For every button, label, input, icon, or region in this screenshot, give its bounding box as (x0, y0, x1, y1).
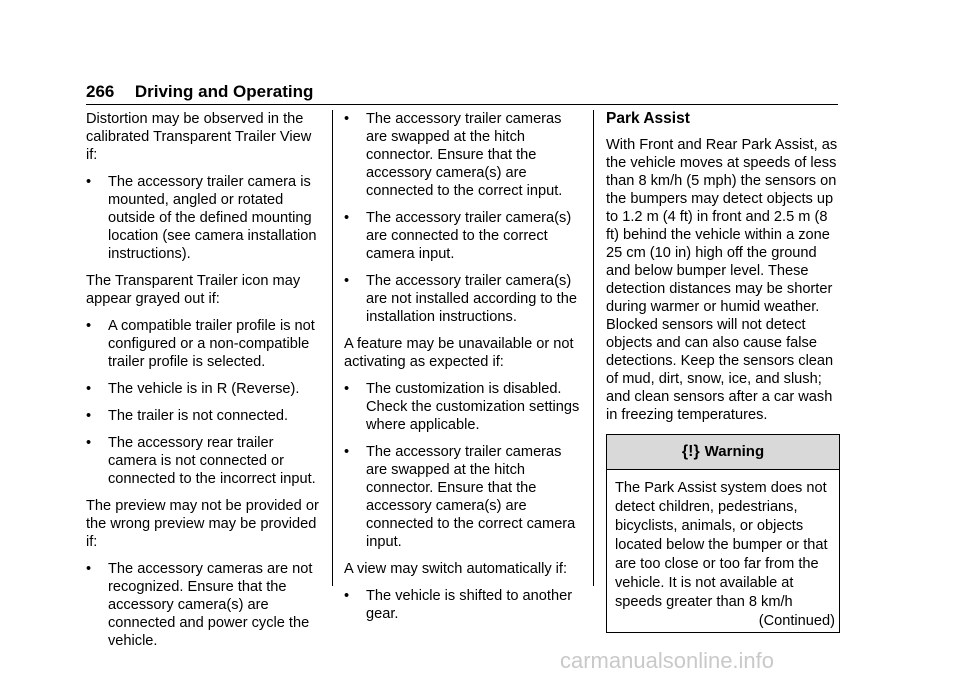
bullet-icon: • (344, 381, 350, 397)
paragraph: The preview may not be provided or the wrong preview may be provided if: (86, 498, 319, 550)
page-number: 266 (86, 82, 115, 101)
park-assist-heading: Park Assist (606, 110, 690, 127)
bullet-icon: • (86, 174, 92, 190)
bullet-icon: • (86, 435, 92, 451)
list-item: • The accessory trailer cameras are swapped at the hitch connector. Ensure that the accessory camera(s) are connected to the correct input. (344, 111, 563, 199)
paragraph: The Transparent Trailer icon may appear grayed out if: (86, 273, 301, 307)
bullet-icon: • (86, 408, 92, 424)
list-item: • The accessory cameras are not recognized. Ensure that the accessory camera(s) are connected and power cycle the vehicle. (86, 561, 313, 649)
list-item: • The customization is disabled. Check the customization settings where applicable. (344, 381, 580, 433)
bullet-icon: • (86, 318, 92, 334)
warning-icon: {!} (681, 443, 700, 460)
warning-body: The Park Assist system does not detect children, pedestrians, bicyclists, animals, or objects located below the bumper or that are too close or too far from the vehicle. It is not available at speeds greater than 8 km/h (615, 480, 828, 610)
list-item: • The trailer is not connected. (86, 408, 289, 424)
column-divider (593, 110, 594, 586)
warning-header (607, 435, 839, 470)
bullet-icon: • (344, 588, 350, 604)
column-divider (332, 110, 333, 586)
bullet-icon: • (344, 444, 350, 460)
warning-box (606, 434, 840, 633)
list-item: • The accessory trailer camera(s) are not installed according to the installation instructions. (344, 273, 577, 325)
page-header (86, 82, 838, 105)
continued-label: (Continued) (758, 613, 835, 629)
paragraph: With Front and Rear Park Assist, as the vehicle moves at speeds of less than 8 km/h (5 mph) the sensors on the bumpers may detect objects up to 1.2 m (4 ft) in front and 2.5 m (8 ft) behind the vehicle within a zone 25 cm (10 in) high off the ground and below bumper level. These detection distances may be shorter during warmer or humid weather. Blocked sensors will not detect objects and can also cause false detections. Keep the sensors clean of mud, dirt, snow, ice, and slush; and clean sensors after a car wash in freezing temperatures. (606, 137, 838, 423)
paragraph: Distortion may be observed in the calibrated Transparent Trailer View if: (86, 111, 312, 163)
watermark: carmanualsonline.info (560, 648, 775, 673)
column-1 (86, 110, 322, 659)
list-item: • The accessory trailer camera is mounted, angled or rotated outside of the defined mounting location (see camera installation instructions). (86, 174, 317, 262)
bullet-icon: • (344, 111, 350, 127)
list-item: • The accessory trailer cameras are swapped at the hitch connector. Ensure that the accessory camera(s) are connected to the correct camera input. (344, 444, 576, 550)
list-item: • The accessory trailer camera(s) are connected to the correct camera input. (344, 210, 572, 262)
bullet-icon: • (344, 273, 350, 289)
bullet-icon: • (86, 561, 92, 577)
bullet-icon: • (344, 210, 350, 226)
list-item: • A compatible trailer profile is not configured or a non-compatible trailer profile is selected. (86, 318, 315, 370)
column-2 (344, 110, 582, 632)
bullet-icon: • (86, 381, 92, 397)
list-item: • The vehicle is shifted to another gear. (344, 588, 573, 622)
paragraph: A view may switch automatically if: (344, 561, 568, 577)
column-3 (606, 110, 842, 633)
list-item: • The accessory rear trailer camera is not connected or connected to the incorrect input. (86, 435, 316, 487)
list-item: • The vehicle is in R (Reverse). (86, 381, 300, 397)
paragraph: A feature may be unavailable or not activating as expected if: (344, 336, 574, 370)
warning-title: Warning (704, 443, 765, 460)
section-title: Driving and Operating (134, 82, 314, 101)
